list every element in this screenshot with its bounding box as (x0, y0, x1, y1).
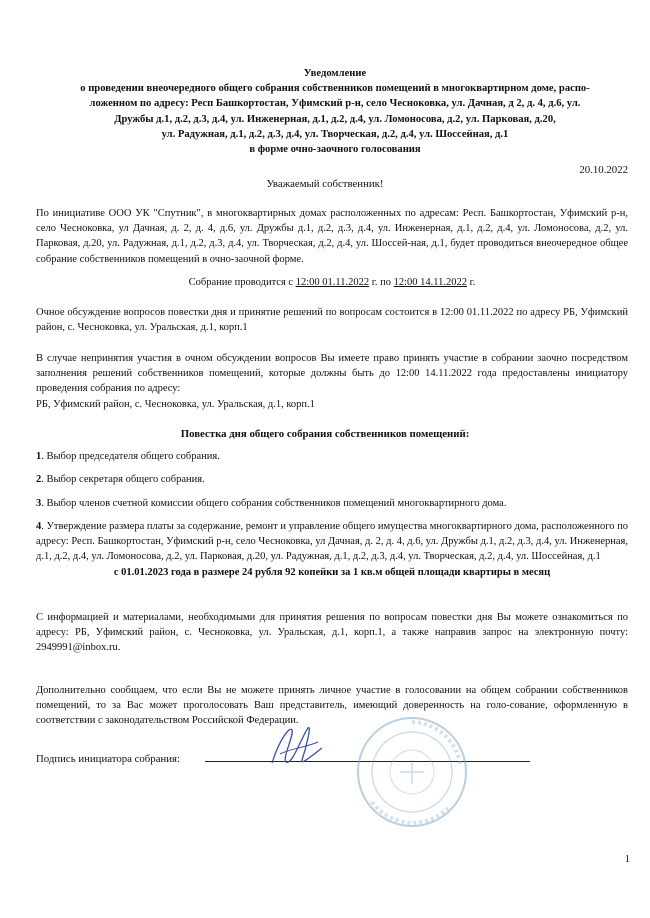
agenda-number: 1 (36, 451, 42, 462)
agenda-text: . Выбор секретаря общего собрания. (41, 474, 205, 485)
meeting-suffix: г. (467, 277, 476, 288)
intro-paragraph: По инициативе ООО УК "Спутник", в многоквартирных домах расположенных по адресам: Респ. Башкортостан, Уфимский р-н, село Чесноковка, ул Дачная, д. 2, д. 4, д.6, ул. Дружбы д.1, д.2, д.3, д.4, ул. Инженерная, д.1, д.2, д.4, ул. Ломоносова, д.2, ул. Парковая, д.20, ул. Радужная, д.1, д.2, д.3, д.4, ул. Творческая, д.2, д.4, ул. Шоссей-ная, д.1, будет проводиться внеочередное общее собрание собственников помещений в очно-заочной форме. (36, 208, 628, 265)
agenda-4-rate: с 01.01.2023 года в размере 24 рубля 92 копейки за 1 кв.м общей площади квартиры в месяц (113, 566, 551, 578)
agenda-number: 3 (36, 498, 42, 509)
agenda-title: Повестка дня общего собрания собственников помещений: (180, 428, 470, 440)
absentee-text: В случае непринятия участия в очном обсуждении вопросов Вы имеете право принять участие в собрании заочно посредством заполнения решений собственников помещений, которые должны быть до 12:00 14.11.2022 года предоставлены инициатору проведения собрания по адресу: (36, 353, 628, 395)
notice-subtitle-line: Дружбы д.1, д.2, д.3, д.4, ул. Инженерная, д.1, д.2, д.4, ул. Ломоносова, д.2, ул. Парковая, д.20, (114, 113, 556, 125)
notice-title: Уведомление (303, 68, 367, 79)
meeting-prefix: Собрание проводится с (188, 277, 296, 288)
agenda-text: . Выбор председателя общего собрания. (41, 451, 220, 462)
notice-subtitle-line: ул. Радужная, д.1, д.2, д.3, д.4, ул. Творческая, д.2, д.4, ул. Шоссейная, д.1 (161, 128, 509, 140)
meeting-middle: г. по (369, 277, 394, 288)
document-date: 20.10.2022 (579, 164, 628, 176)
absentee-address: РБ, Уфимский район, с. Чесноковка, ул. Уральская, д.1, корп.1 (36, 398, 315, 410)
notice-subtitle-line: ложенном по адресу: Респ Башкортостан, Уфимский р-н, село Чесноковка, ул. Дачная, д 2, д. 4, д.6, ул. (89, 98, 581, 110)
meeting-start: 12:00 01.11.2022 (295, 277, 370, 288)
greeting: Уважаемый собственник! (266, 178, 384, 190)
agenda-text: . Утверждение размера платы за содержание, ремонт и управление общего имущества многоквартирного дома, расположенного по адресу: Респ. Башкортостан, Уфимский р-н, село Чесноковка, ул Дачная, д. 2, д. 4, д.6, ул. Дружбы д.1, д.2, д.3, д.4, ул. Инженерная, д.1, д.2, д.4, ул. Ломоносова, д.2, ул. Парковая, д.20, ул. Радужная, д.1, д.2, д.3, д.4, ул. Творческая, д.2, д.4, ул. Шоссейная, д.1 (36, 521, 628, 563)
info-paragraph: С информацией и материалами, необходимыми для принятия решения по вопросам повестки дня Вы можете ознакомиться по адресу: РБ, Уфимский район, с. Чесноковка, ул. Уральская, д.1, корп.1, а также направив запрос на электронную почту: 2949991@inbox.ru. (36, 612, 628, 654)
agenda-number: 2 (36, 474, 42, 485)
company-stamp (352, 712, 472, 832)
notice-form-line: в форме очно-заочного голосования (249, 144, 421, 156)
agenda-item-2 (36, 472, 628, 487)
in-person-paragraph: Очное обсуждение вопросов повестки дня и принятие решений по вопросам состоится в 12:00 01.11.2022 по адресу РБ, Уфимский район, с. Чесноковка, ул. Уральская, д.1, корп.1 (36, 307, 628, 334)
agenda-number: 4 (36, 521, 42, 532)
signature-label: Подпись инициатора собрания: (36, 753, 181, 765)
notice-header (40, 66, 630, 157)
meeting-period (36, 275, 628, 290)
signature-mark (262, 718, 332, 778)
agenda-text: . Выбор членов счетной комиссии общего собрания собственников помещений многоквартирного дома. (41, 498, 507, 509)
absentee-paragraph (36, 351, 628, 412)
page-number: 1 (624, 854, 630, 865)
additional-paragraph: Дополнительно сообщаем, что если Вы не можете принять личное участие в голосовании на общем собрании собственников помещений, то за Вас может проголосовать Ваш представитель, имеющий доверенность на голо-сование, оформленную в соответствии с законодательством Российской Федерации. (36, 685, 628, 727)
notice-subtitle-line: о проведении внеочередного общего собрания собственников помещений в многоквартирном доме, распо- (80, 83, 590, 95)
meeting-end: 12:00 14.11.2022 (393, 277, 467, 288)
agenda-item-3 (36, 496, 628, 511)
agenda-item-1 (36, 449, 628, 464)
agenda-item-4 (36, 519, 628, 580)
